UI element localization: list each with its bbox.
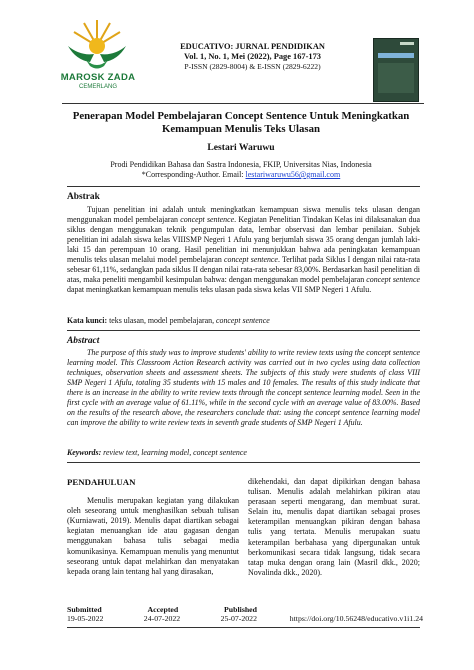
sun-wings-emblem-icon (64, 16, 130, 72)
divider (67, 186, 420, 187)
article-author: Lestari Waruwu (207, 142, 275, 153)
journal-issn: P-ISSN (2829-8004) & E-ISSN (2829-6222) (184, 62, 321, 71)
abstract-heading: Abstract (67, 336, 100, 346)
accepted-date: 24-07-2022 (143, 614, 181, 623)
corresponding-author: *Corresponding-Author. Email: lestariwaruwu56@gmail.com (141, 170, 341, 179)
header-divider (62, 103, 424, 104)
article-dates (67, 605, 257, 623)
journal-cover-thumbnail (373, 38, 419, 102)
divider (67, 462, 420, 463)
abstrak-heading: Abstrak (67, 192, 100, 202)
journal-name: EDUCATIVO: JURNAL PENDIDIKAN (180, 42, 325, 51)
body-right-column (248, 477, 420, 578)
affiliation-text: Prodi Pendidikan Bahasa dan Sastra Indonesia, FKIP, Universitas Nias, Indonesia (110, 160, 372, 169)
footer-divider (67, 627, 420, 628)
abstrak-text: Tujuan penelitian ini adalah untuk meningkatkan kemampuan siswa menulis teks ulasan dengan menggunakan model pembelajaran concept sentence. Kegiatan Penelitian Tindakan Kelas ini dilaksanakan dua siklus dengan menggunakan teknik pengumpulan data, lembar observasi dan lembar penilaian. Subjek penelitian ini adalah siswa kelas VIIISMP Negeri 1 Afulu yang berjumlah siswa 35 orang dengan jumlah laki-laki 15 dan perempuan 10 orang. Hasil penelitian ini menunjukkan bahwa ada peningkatan kemampuan menulis teks ulasan melalui model pembelajaran concept sentence. Terlihat pada Siklus I dengan nilai rata-rata sebesar 61,11%, sedangkan pada siklus II dengan nilai rata-rata sebesar 83,00%. Berdasarkan hasil penelitian di atas, maka peneliti mengambil kesimpulan bahwa: dengan menggunakan model pembelajaran concept sentence dapat meningkatkan kemampuan menulis teks ulasan pada siswa kelas VII SMP Negeri 1 Afulu. (67, 205, 421, 294)
author-affiliation (60, 160, 422, 180)
journal-volume: Vol. 1, No. 1, Mei (2022), Page 167-173 (184, 52, 321, 61)
submitted-date: 19-05-2022 (67, 614, 104, 623)
doi-link[interactable]: https://doi.org/10.56248/educativo.v1i1.24 (289, 614, 423, 623)
journal-logo (52, 16, 142, 102)
abstrak-keywords: Kata kunci: teks ulasan, model pembelajaran, concept sentence (67, 316, 270, 325)
divider (67, 330, 420, 331)
accepted-label: Accepted (147, 605, 179, 614)
body-left-column (67, 477, 239, 577)
published-label: Published (224, 605, 257, 614)
logo-subtitle: CEMERLANG (78, 84, 117, 90)
logo-name: MAROSK ZADA (60, 72, 136, 83)
article-title: Penerapan Model Pembelajaran Concept Sentence Untuk Meningkatkan Kemampuan Menulis Teks Ulasan (72, 110, 410, 135)
submitted-label: Submitted (67, 605, 102, 614)
section-heading: PENDAHULUAN (67, 477, 136, 487)
body-paragraph: dikehendaki, dan dapat dipikirkan dengan bahasa tulisan. Menulis adalah melahirkan pikiran atau perasaan seperti mengarang, dan membuat surat. Selain itu, menulis dapat diartikan sebagai proses keterampilan menuangkan pikiran dengan bahasa tulis yang tertata. Menulis merupakan suatu keterampilan berbahasa yang dipergunakan untuk berkomunikasi secara tidak langsung, tidak secara tatap muka dengan orang lain (Masril dkk., 2020; Novalinda dkk., 2020). (248, 477, 420, 577)
author-email-link[interactable]: lestariwaruwu56@gmail.com (245, 170, 341, 179)
abstract-text: The purpose of this study was to improve students' ability to write review texts using the concept sentence learning model. This Classroom Action Research activity was carried out in two cycles using data collection techniques, observation sheets and assessment sheets. The subjects of this study were students of class VIII SMP Negeri 1 Afulu, totaling 35 students with 15 males and 10 females. The results of this study indicate that there is an increase in the ability to write review texts through the concept sentence learning model. Seen in the first cycle with an average value of 61.11%, while in the second cycle with an average value of 83.00%. Based on the results of the research above, the researchers conclude that: using the concept sentence learning model can improve the ability to write review texts in seventh grade students of SMP Negeri 1 Afulu. (67, 348, 420, 427)
published-date: 25-07-2022 (220, 614, 257, 623)
journal-info (150, 42, 355, 71)
abstract-keywords: Keywords: review text, learning model, concept sentence (67, 448, 247, 457)
body-paragraph: Menulis merupakan kegiatan yang dilakukan oleh seseorang untuk menghasilkan sebuah tulisan (Kurniawati, 2019). Menulis dapat diartikan sebagai kegiatan menuangkan ide atau gagasan dengan menggunakan bahasa tulis sebagai media komunikasinya. Kemampuan menulis yang menuntut seseorang untuk dapat melahirkan dan menyatakan kepada orang lain tentang hal yang dirasakan, (67, 496, 239, 576)
